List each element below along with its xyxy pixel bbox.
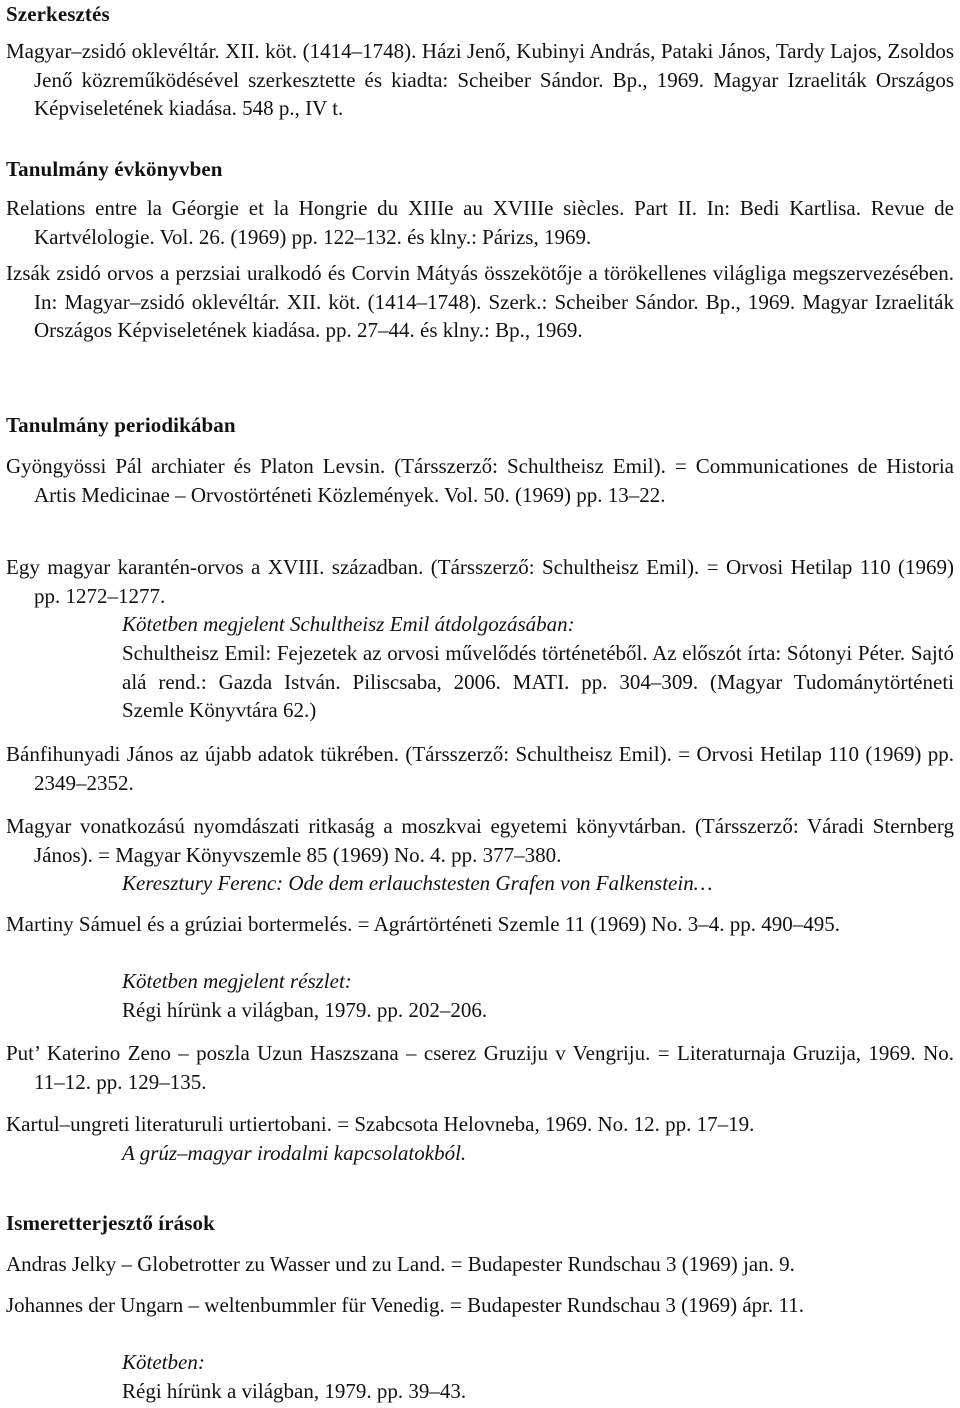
bibliography-entry: Gyöngyössi Pál archiater és Platon Levsin. (Társszerző: Schultheisz Emil). = Communicationes de Historia Artis Medicinae – Orvostörténeti Közlemények. Vol. 50. (1969) pp. 13–22.	[6, 454, 954, 507]
entry-note: A grúz–magyar irodalmi kapcsolatokból.	[122, 1141, 467, 1165]
entry-note-label: Kötetben megjelent részlet:	[122, 969, 352, 993]
section-heading-popular: Ismeretterjesztő írások	[6, 1211, 215, 1235]
bibliography-entry: Put’ Katerino Zeno – poszla Uzun Haszszana – cserez Gruziju v Vengriju. = Literaturnaja Gruzija, 1969. No. 11–12. pp. 129–135.	[6, 1041, 954, 1094]
bibliography-entry: Izsák zsidó orvos a perzsiai uralkodó és Corvin Mátyás összekötője a törökellenes világliga megszervezésében. In: Magyar–zsidó oklevéltár. XII. köt. (1414–1748). Szerk.: Scheiber Sándor. Bp., 1969. Magyar Izraeliták Országos Képviseletének kiadása. pp. 27–44. és klny.: Bp., 1969.	[6, 261, 954, 342]
entry-note-label: Kötetben megjelent Schultheisz Emil átdolgozásában:	[122, 612, 575, 636]
entry-note: Schultheisz Emil: Fejezetek az orvosi művelődés történetéből. Az előszót írta: Sótonyi Péter. Sajtó alá rend.: Gazda István. Piliscsaba, 2006. MATI. pp. 304–309. (Magyar Tudománytörténeti Szemle Könyvtára 62.)	[122, 641, 954, 722]
section-heading-editing: Szerkesztés	[6, 2, 110, 26]
bibliography-entry: Andras Jelky – Globetrotter zu Wasser und zu Land. = Budapester Rundschau 3 (1969) jan. 9.	[6, 1252, 795, 1276]
entry-note: Régi hírünk a világban, 1979. pp. 39–43.	[122, 1379, 467, 1403]
entry-note: Keresztury Ferenc: Ode dem erlauchstesten Grafen von Falkenstein…	[122, 871, 713, 895]
entry-note: Régi hírünk a világban, 1979. pp. 202–206.	[122, 998, 488, 1022]
bibliography-entry: Egy magyar karantén-orvos a XVIII. században. (Társszerző: Schultheisz Emil). = Orvosi Hetilap 110 (1969) pp. 1272–1277.	[6, 555, 954, 608]
bibliography-entry: Bánfihunyadi János az újabb adatok tükrében. (Társszerző: Schultheisz Emil). = Orvosi Hetilap 110 (1969) pp. 2349–2352.	[6, 742, 954, 795]
section-heading-periodical: Tanulmány periodikában	[6, 413, 236, 437]
section-heading-yearbook: Tanulmány évkönyvben	[6, 157, 223, 181]
bibliography-entry: Magyar–zsidó oklevéltár. XII. köt. (1414–1748). Házi Jenő, Kubinyi András, Pataki János, Tardy Lajos, Zsoldos Jenő közreműködésével szerkesztette és kiadta: Scheiber Sándor. Bp., 1969. Magyar Izraeliták Országos Képviseletének kiadása. 548 p., IV t.	[6, 39, 954, 120]
bibliography-entry: Relations entre la Géorgie et la Hongrie du XIIIe au XVIIIe siècles. Part II. In: Bedi Kartlisa. Revue de Kartvélologie. Vol. 26. (1969) pp. 122–132. és klny.: Párizs, 1969.	[6, 196, 954, 249]
bibliography-entry: Martiny Sámuel és a grúziai bortermelés. = Agrártörténeti Szemle 11 (1969) No. 3–4. pp. 490–495.	[6, 912, 840, 936]
entry-note-label: Kötetben:	[122, 1350, 205, 1374]
bibliography-entry: Magyar vonatkozású nyomdászati ritkaság a moszkvai egyetemi könyvtárban. (Társszerző: Váradi Sternberg János). = Magyar Könyvszemle 85 (1969) No. 4. pp. 377–380.	[6, 814, 954, 867]
bibliography-entry: Kartul–ungreti literaturuli urtiertobani. = Szabcsota Helovneba, 1969. No. 12. pp. 17–19.	[6, 1112, 755, 1136]
bibliography-entry: Johannes der Ungarn – weltenbummler für Venedig. = Budapester Rundschau 3 (1969) ápr. 11.	[6, 1293, 804, 1317]
